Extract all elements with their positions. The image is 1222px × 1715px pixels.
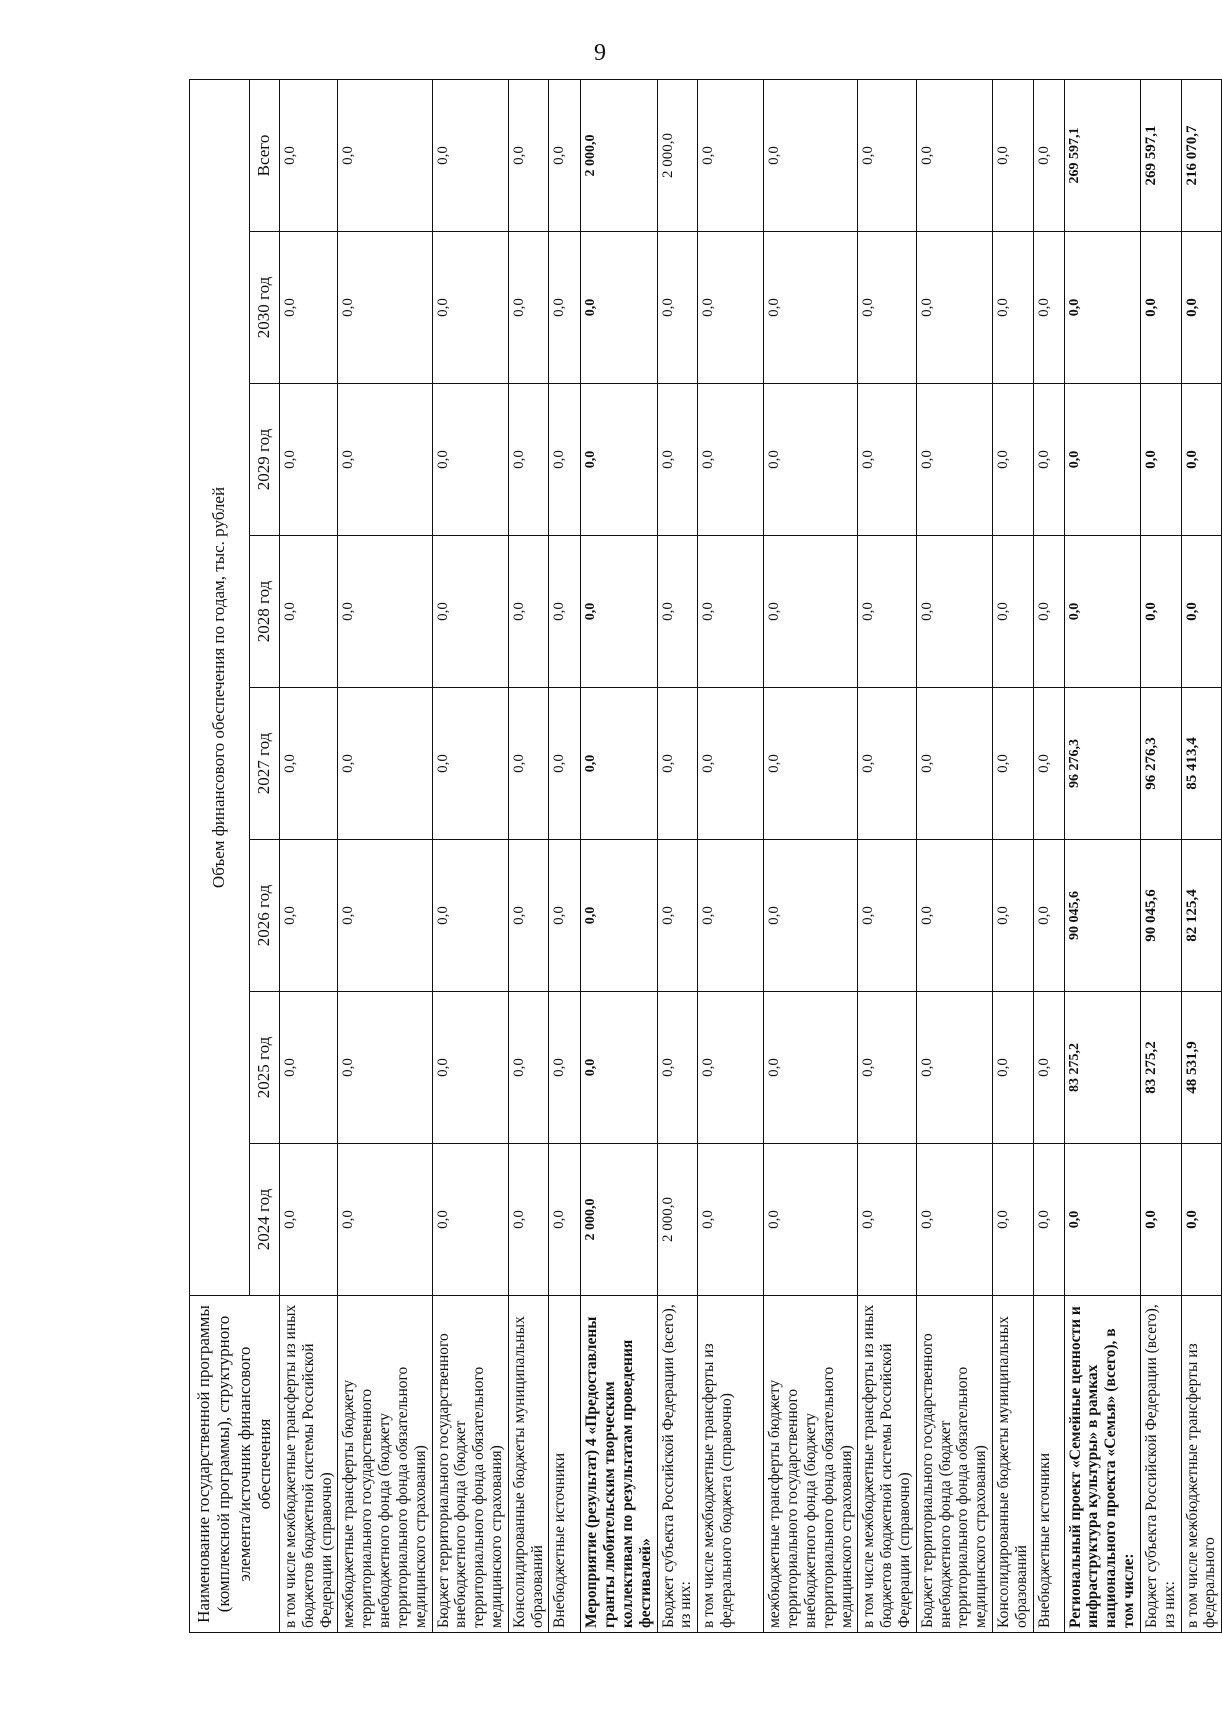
row-value-cell: 0,0	[657, 840, 698, 992]
table-row	[916, 79, 992, 1632]
row-value-cell: 0,0	[581, 384, 657, 536]
row-value-cell: 0,0	[1033, 536, 1064, 688]
row-value-cell: 0,0	[508, 79, 549, 231]
row-value-cell: 0,0	[1140, 232, 1181, 384]
page-number: 9	[594, 40, 606, 66]
row-value-cell: 0,0	[698, 232, 764, 384]
row-value-cell: 90 045,6	[1064, 840, 1140, 992]
row-value-cell: 0,0	[1064, 1144, 1140, 1296]
row-value-cell: 0,0	[993, 384, 1034, 536]
row-value-cell: 0,0	[338, 536, 432, 688]
table-row	[764, 79, 858, 1632]
row-value-cell: 0,0	[1033, 79, 1064, 231]
row-label: в том числе межбюджетные трансферты из федерального бюджета (справочно)	[698, 1296, 764, 1633]
row-value-cell: 0,0	[1181, 536, 1222, 688]
row-value-cell: 2 000,0	[657, 79, 698, 231]
row-value-cell: 0,0	[993, 232, 1034, 384]
row-value-cell: 48 531,9	[1181, 992, 1222, 1144]
row-label: Мероприятие (результат) 4 «Предоставлены гранты любительским творческим коллективам по результатам проведения фестивалей»	[581, 1296, 657, 1633]
row-value-cell: 0,0	[338, 384, 432, 536]
row-value-cell: 0,0	[698, 992, 764, 1144]
row-value-cell: 0,0	[916, 384, 992, 536]
row-value-cell: 0,0	[432, 536, 508, 688]
row-value-cell: 0,0	[993, 992, 1034, 1144]
row-value-cell: 0,0	[698, 840, 764, 992]
header-financing-group: Объем финансового обеспечения по годам, тыс. рублей	[190, 79, 250, 1295]
row-value-cell: 0,0	[432, 992, 508, 1144]
row-value-cell: 0,0	[1033, 840, 1064, 992]
row-value-cell: 0,0	[657, 384, 698, 536]
header-name-column: Наименование государственной программы (комплексной программы), структурного элемента/источник финансового обеспечения	[190, 1296, 280, 1633]
row-value-cell: 0,0	[764, 840, 858, 992]
table-row	[698, 79, 764, 1632]
row-value-cell: 0,0	[1181, 232, 1222, 384]
row-value-cell: 0,0	[549, 536, 581, 688]
row-value-cell: 0,0	[698, 688, 764, 840]
row-value-cell: 0,0	[764, 688, 858, 840]
row-value-cell: 0,0	[1064, 536, 1140, 688]
financing-table	[189, 79, 1222, 1633]
row-value-cell: 0,0	[549, 688, 581, 840]
row-label: Бюджет территориального государственного внебюджетного фонда (бюджет территориального фонда обязательного медицинского страхования)	[432, 1296, 508, 1633]
row-value-cell: 0,0	[858, 840, 916, 992]
row-value-cell: 0,0	[1181, 384, 1222, 536]
row-value-cell: 0,0	[916, 232, 992, 384]
row-value-cell: 0,0	[1064, 232, 1140, 384]
row-value-cell: 0,0	[280, 992, 338, 1144]
row-label: Консолидированные бюджеты муниципальных образований	[993, 1296, 1034, 1633]
row-label: межбюджетные трансферты бюджету территориального государственного внебюджетного фонда (бюджету территориального фонда обязательного медицинского страхования)	[764, 1296, 858, 1633]
row-value-cell: 96 276,3	[1140, 688, 1181, 840]
row-value-cell: 0,0	[1033, 384, 1064, 536]
row-value-cell: 0,0	[993, 840, 1034, 992]
table-row	[858, 79, 916, 1632]
row-value-cell: 0,0	[764, 384, 858, 536]
row-value-cell: 269 597,1	[1140, 79, 1181, 231]
row-value-cell: 0,0	[338, 79, 432, 231]
table-row	[432, 79, 508, 1632]
row-value-cell: 0,0	[993, 536, 1034, 688]
row-value-cell: 0,0	[698, 79, 764, 231]
row-label: Бюджет субъекта Российской Федерации (всего), из них:	[657, 1296, 698, 1633]
row-value-cell: 0,0	[508, 1144, 549, 1296]
header-year-1: 2025 год	[250, 992, 280, 1144]
row-label: межбюджетные трансферты бюджету территориального государственного внебюджетного фонда (бюджету территориального фонда обязательного медицинского страхования)	[338, 1296, 432, 1633]
header-year-4: 2028 год	[250, 536, 280, 688]
row-value-cell: 269 597,1	[1064, 79, 1140, 231]
row-value-cell: 0,0	[858, 384, 916, 536]
row-value-cell: 0,0	[432, 840, 508, 992]
row-value-cell: 0,0	[657, 688, 698, 840]
row-value-cell: 0,0	[916, 536, 992, 688]
row-value-cell: 0,0	[698, 384, 764, 536]
row-value-cell: 83 275,2	[1064, 992, 1140, 1144]
row-value-cell: 0,0	[338, 1144, 432, 1296]
row-value-cell: 0,0	[993, 688, 1034, 840]
row-value-cell: 0,0	[508, 840, 549, 992]
row-value-cell: 0,0	[549, 232, 581, 384]
row-value-cell: 2 000,0	[657, 1144, 698, 1296]
row-value-cell: 0,0	[1140, 384, 1181, 536]
row-value-cell: 2 000,0	[581, 79, 657, 231]
table-row	[581, 79, 657, 1632]
header-year-6: 2030 год	[250, 232, 280, 384]
row-value-cell: 0,0	[1033, 232, 1064, 384]
row-value-cell: 0,0	[764, 79, 858, 231]
row-value-cell: 0,0	[764, 536, 858, 688]
row-value-cell: 0,0	[1033, 1144, 1064, 1296]
row-value-cell: 0,0	[858, 232, 916, 384]
header-year-5: 2029 год	[250, 384, 280, 536]
row-value-cell: 0,0	[764, 232, 858, 384]
row-value-cell: 0,0	[657, 536, 698, 688]
row-value-cell: 0,0	[280, 384, 338, 536]
table-row	[993, 79, 1034, 1632]
row-value-cell: 0,0	[916, 840, 992, 992]
row-value-cell: 0,0	[549, 79, 581, 231]
row-value-cell: 0,0	[698, 1144, 764, 1296]
header-year-3: 2027 год	[250, 688, 280, 840]
row-value-cell: 0,0	[432, 79, 508, 231]
row-label: Региональный проект «Семейные ценности и инфраструктура культуры» в рамках национального проекта «Семья» (всего), в том числе:	[1064, 1296, 1140, 1633]
row-value-cell: 0,0	[508, 384, 549, 536]
row-value-cell: 0,0	[1140, 536, 1181, 688]
table-row	[1064, 79, 1140, 1632]
row-value-cell: 0,0	[508, 232, 549, 384]
row-value-cell: 216 070,7	[1181, 79, 1222, 231]
row-value-cell: 0,0	[916, 688, 992, 840]
row-value-cell: 0,0	[549, 840, 581, 992]
row-value-cell: 0,0	[581, 232, 657, 384]
header-year-2: 2026 год	[250, 840, 280, 992]
row-value-cell: 0,0	[993, 79, 1034, 231]
row-value-cell: 0,0	[858, 536, 916, 688]
row-value-cell: 0,0	[508, 688, 549, 840]
row-value-cell: 0,0	[338, 232, 432, 384]
row-value-cell: 90 045,6	[1140, 840, 1181, 992]
row-value-cell: 0,0	[549, 992, 581, 1144]
row-value-cell: 0,0	[432, 232, 508, 384]
row-value-cell: 0,0	[280, 840, 338, 992]
row-value-cell: 0,0	[858, 1144, 916, 1296]
row-value-cell: 82 125,4	[1181, 840, 1222, 992]
row-value-cell: 0,0	[764, 992, 858, 1144]
row-value-cell: 0,0	[916, 1144, 992, 1296]
table-row	[1140, 79, 1181, 1632]
row-value-cell: 0,0	[549, 384, 581, 536]
row-value-cell: 0,0	[916, 79, 992, 231]
row-value-cell: 0,0	[508, 536, 549, 688]
row-value-cell: 0,0	[581, 840, 657, 992]
table-row	[549, 79, 581, 1632]
header-year-0: 2024 год	[250, 1144, 280, 1296]
row-value-cell: 0,0	[581, 688, 657, 840]
row-value-cell: 0,0	[657, 992, 698, 1144]
rotated-table-container	[189, 80, 1219, 1633]
row-value-cell: 83 275,2	[1140, 992, 1181, 1144]
row-value-cell: 85 413,4	[1181, 688, 1222, 840]
row-label: Внебюджетные источники	[1033, 1296, 1064, 1633]
row-value-cell: 0,0	[1033, 688, 1064, 840]
row-value-cell: 0,0	[1064, 384, 1140, 536]
row-value-cell: 0,0	[698, 536, 764, 688]
row-value-cell: 0,0	[858, 688, 916, 840]
row-value-cell: 0,0	[280, 232, 338, 384]
row-value-cell: 0,0	[280, 688, 338, 840]
row-value-cell: 0,0	[338, 840, 432, 992]
row-value-cell: 0,0	[432, 384, 508, 536]
table-row	[1181, 79, 1222, 1632]
row-value-cell: 0,0	[508, 992, 549, 1144]
row-value-cell: 0,0	[993, 1144, 1034, 1296]
table-row	[1033, 79, 1064, 1632]
row-value-cell: 0,0	[916, 992, 992, 1144]
table-row	[508, 79, 549, 1632]
table-row	[280, 79, 338, 1632]
row-value-cell: 0,0	[338, 992, 432, 1144]
row-value-cell: 0,0	[858, 992, 916, 1144]
row-value-cell: 0,0	[581, 992, 657, 1144]
header-year-7: Всего	[250, 79, 280, 231]
row-value-cell: 0,0	[280, 536, 338, 688]
row-label: в том числе межбюджетные трансферты из иных бюджетов бюджетной системы Российской Федерации (справочно)	[280, 1296, 338, 1633]
row-value-cell: 0,0	[280, 1144, 338, 1296]
row-label: Внебюджетные источники	[549, 1296, 581, 1633]
table-row	[338, 79, 432, 1632]
row-value-cell: 0,0	[432, 1144, 508, 1296]
row-value-cell: 0,0	[581, 536, 657, 688]
row-value-cell: 0,0	[1033, 992, 1064, 1144]
row-value-cell: 0,0	[280, 79, 338, 231]
row-value-cell: 0,0	[657, 232, 698, 384]
table-row	[657, 79, 698, 1632]
row-label: Консолидированные бюджеты муниципальных образований	[508, 1296, 549, 1633]
row-label: Бюджет субъекта Российской Федерации (всего), из них:	[1140, 1296, 1181, 1633]
row-value-cell: 0,0	[432, 688, 508, 840]
row-label: в том числе межбюджетные трансферты из иных бюджетов бюджетной системы Российской Федерации (справочно)	[858, 1296, 916, 1633]
row-value-cell: 0,0	[338, 688, 432, 840]
row-value-cell: 0,0	[764, 1144, 858, 1296]
row-label: Бюджет территориального государственного внебюджетного фонда (бюджет территориального фонда обязательного медицинского страхования)	[916, 1296, 992, 1633]
row-value-cell: 0,0	[858, 79, 916, 231]
row-value-cell: 0,0	[1181, 1144, 1222, 1296]
row-value-cell: 2 000,0	[581, 1144, 657, 1296]
row-value-cell: 96 276,3	[1064, 688, 1140, 840]
row-value-cell: 0,0	[1140, 1144, 1181, 1296]
row-label: в том числе межбюджетные трансферты из федерального	[1181, 1296, 1222, 1633]
row-value-cell: 0,0	[549, 1144, 581, 1296]
